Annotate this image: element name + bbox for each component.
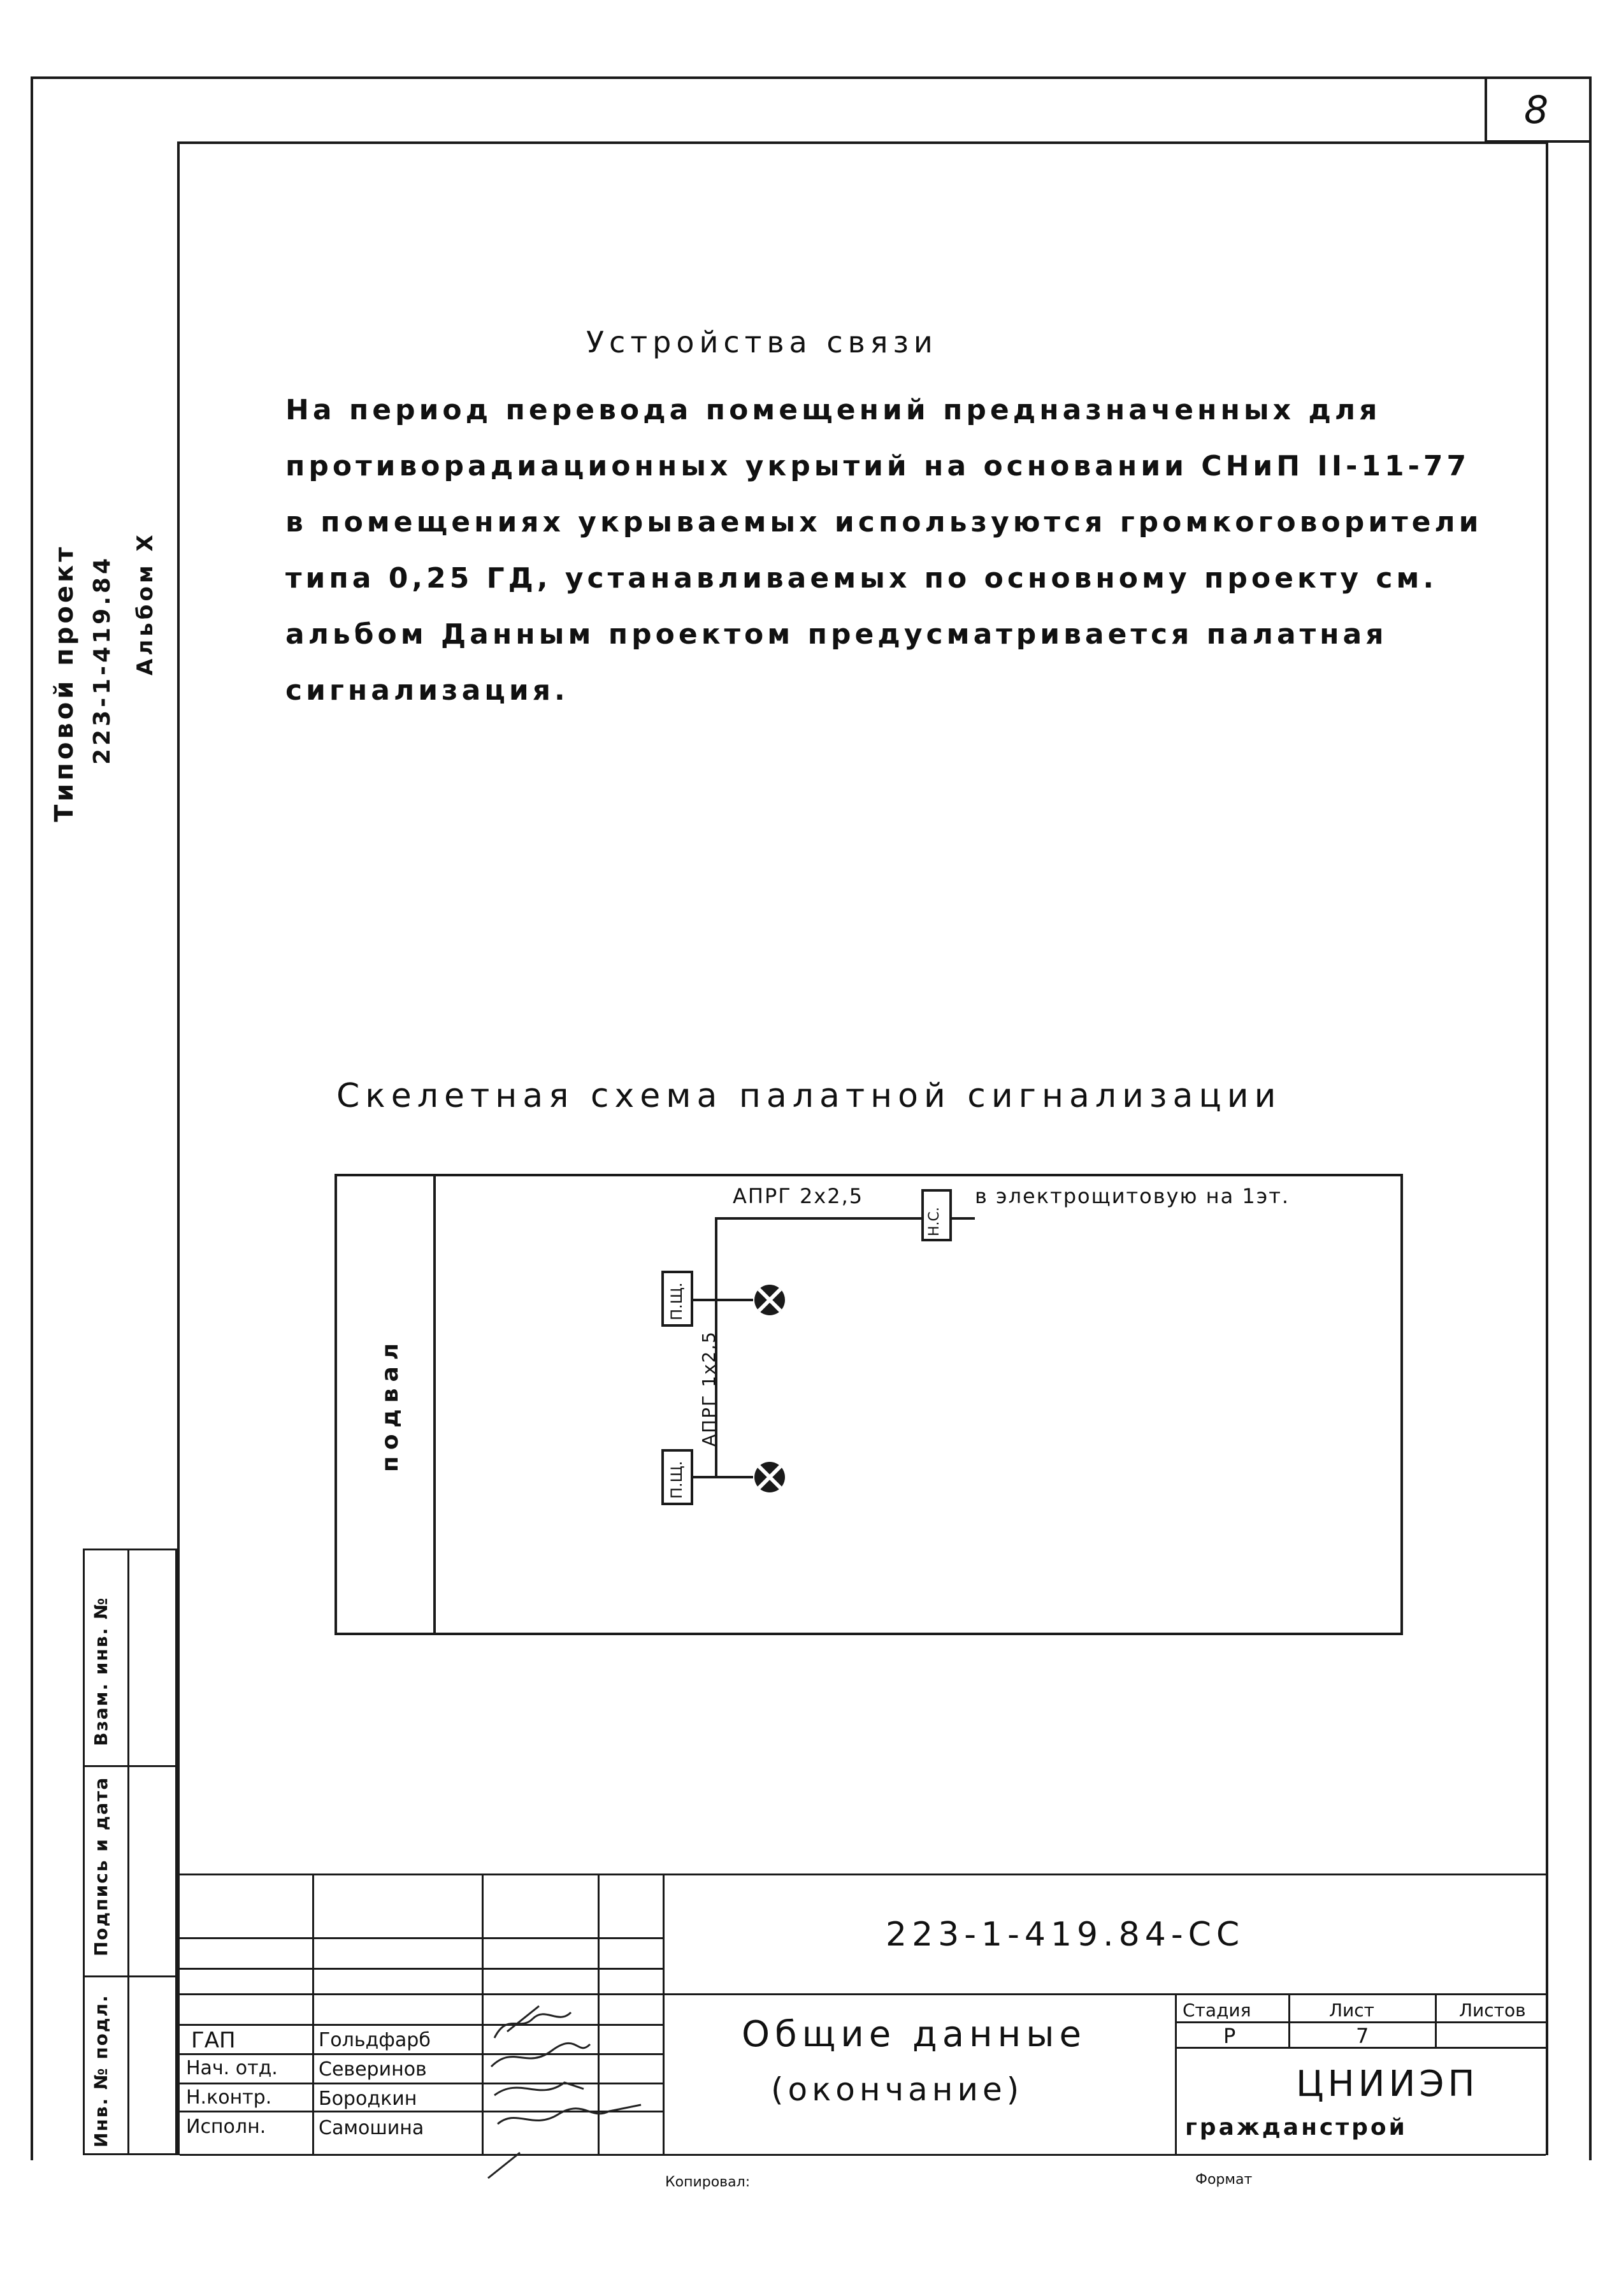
tb-row-rule-3 <box>180 1993 1546 1995</box>
tb-col-rule-5 <box>1175 1993 1177 2154</box>
sheet-value: 7 <box>1356 2024 1369 2048</box>
section1-line-2: противорадиационных укрытий на основании СНиП II-11-77 <box>285 450 1471 482</box>
section1-line-5: альбом Данным проектом предусматривается палатная <box>285 618 1388 651</box>
tb-stage-header-rule <box>1175 2021 1546 2023</box>
role-name: Самошина <box>319 2117 424 2139</box>
section1-line-1: На период перевода помещений предназначенных для <box>285 394 1381 426</box>
side-stamp-line2: 223-1-419.84 <box>89 555 115 765</box>
section1-line-6: сигнализация. <box>285 674 569 707</box>
ward-panel-upper-label: П.Щ. <box>668 1282 686 1320</box>
section1-line-4: типа 0,25 ГД, устанавливаемых по основному проекту см. <box>285 562 1438 595</box>
cable-top-label: АПРГ 2х2,5 <box>733 1184 864 1208</box>
doc-code: 223-1-419.84-СС <box>886 1916 1245 1954</box>
cable-vertical-label: АПРГ 1х2,5 <box>698 1331 719 1447</box>
footer-copied: Копировал: <box>665 2174 751 2190</box>
sheet-number: 8 <box>1524 88 1549 133</box>
tb-top-rule <box>180 1874 1546 1875</box>
role-label: ГАП <box>191 2028 236 2053</box>
signature-date-label: Подпись и дата <box>90 1776 112 1956</box>
section2-heading: Скелетная схема палатной сигнализации <box>336 1077 1282 1115</box>
ward-panel-lower-label: П.Щ. <box>668 1461 686 1499</box>
tb-row-rule-1 <box>180 1937 664 1939</box>
junction-box-label: Н.С. <box>926 1207 942 1236</box>
stage-value: Р <box>1223 2024 1236 2048</box>
side-stamp-line3: Альбом X <box>133 531 158 675</box>
role-name: Гольдфарб <box>319 2029 431 2051</box>
signature-4 <box>498 2105 641 2124</box>
tb-col-rule-4 <box>663 1874 665 2154</box>
role-name: Бородкин <box>319 2088 417 2110</box>
tb-stage-col-rule-2 <box>1435 1993 1437 2048</box>
signature-1 <box>494 2006 571 2038</box>
sheets-header: Листов <box>1459 2000 1526 2021</box>
sheet-header: Лист <box>1329 2000 1374 2021</box>
tb-bottom-rule <box>180 2154 1546 2156</box>
replaced-inv-label: Взам. инв. № <box>90 1596 112 1746</box>
inv-no-orig-label: Инв. № подл. <box>90 1994 112 2148</box>
tb-col-rule-1 <box>312 1874 314 2154</box>
footer-format: Формат <box>1195 2172 1253 2188</box>
org-subname: гражданстрой <box>1185 2114 1407 2141</box>
lamp-lower <box>754 1462 785 1492</box>
stage-header: Стадия <box>1183 2000 1251 2021</box>
destination-label: в электрощитовую на 1эт. <box>975 1184 1290 1208</box>
signature-tail <box>488 2153 520 2178</box>
cable-trunk <box>716 1218 923 1478</box>
tb-row-rule-2 <box>180 1968 664 1970</box>
role-label: Н.контр. <box>186 2086 272 2109</box>
org-name: ЦНИИЭП <box>1296 2063 1479 2105</box>
role-name: Северинов <box>319 2058 427 2081</box>
role-label: Нач. отд. <box>186 2057 278 2079</box>
signature-2 <box>491 2043 590 2067</box>
doc-title-line2: (окончание) <box>771 2071 1024 2108</box>
room-outline <box>336 1175 1402 1634</box>
section1-line-3: в помещениях укрываемых используются громкоговорители <box>285 506 1483 538</box>
room-label: подвал <box>377 1336 403 1472</box>
tb-stage-col-rule-1 <box>1288 1993 1290 2048</box>
doc-title-line1: Общие данные <box>742 2014 1086 2055</box>
signatures <box>482 1993 654 2184</box>
role-label: Исполн. <box>186 2116 266 2138</box>
lamp-upper <box>754 1285 785 1315</box>
signature-3 <box>494 2083 584 2095</box>
section1-heading: Устройства связи <box>586 325 938 359</box>
side-stamp-line1: Типовой проект <box>50 544 79 822</box>
